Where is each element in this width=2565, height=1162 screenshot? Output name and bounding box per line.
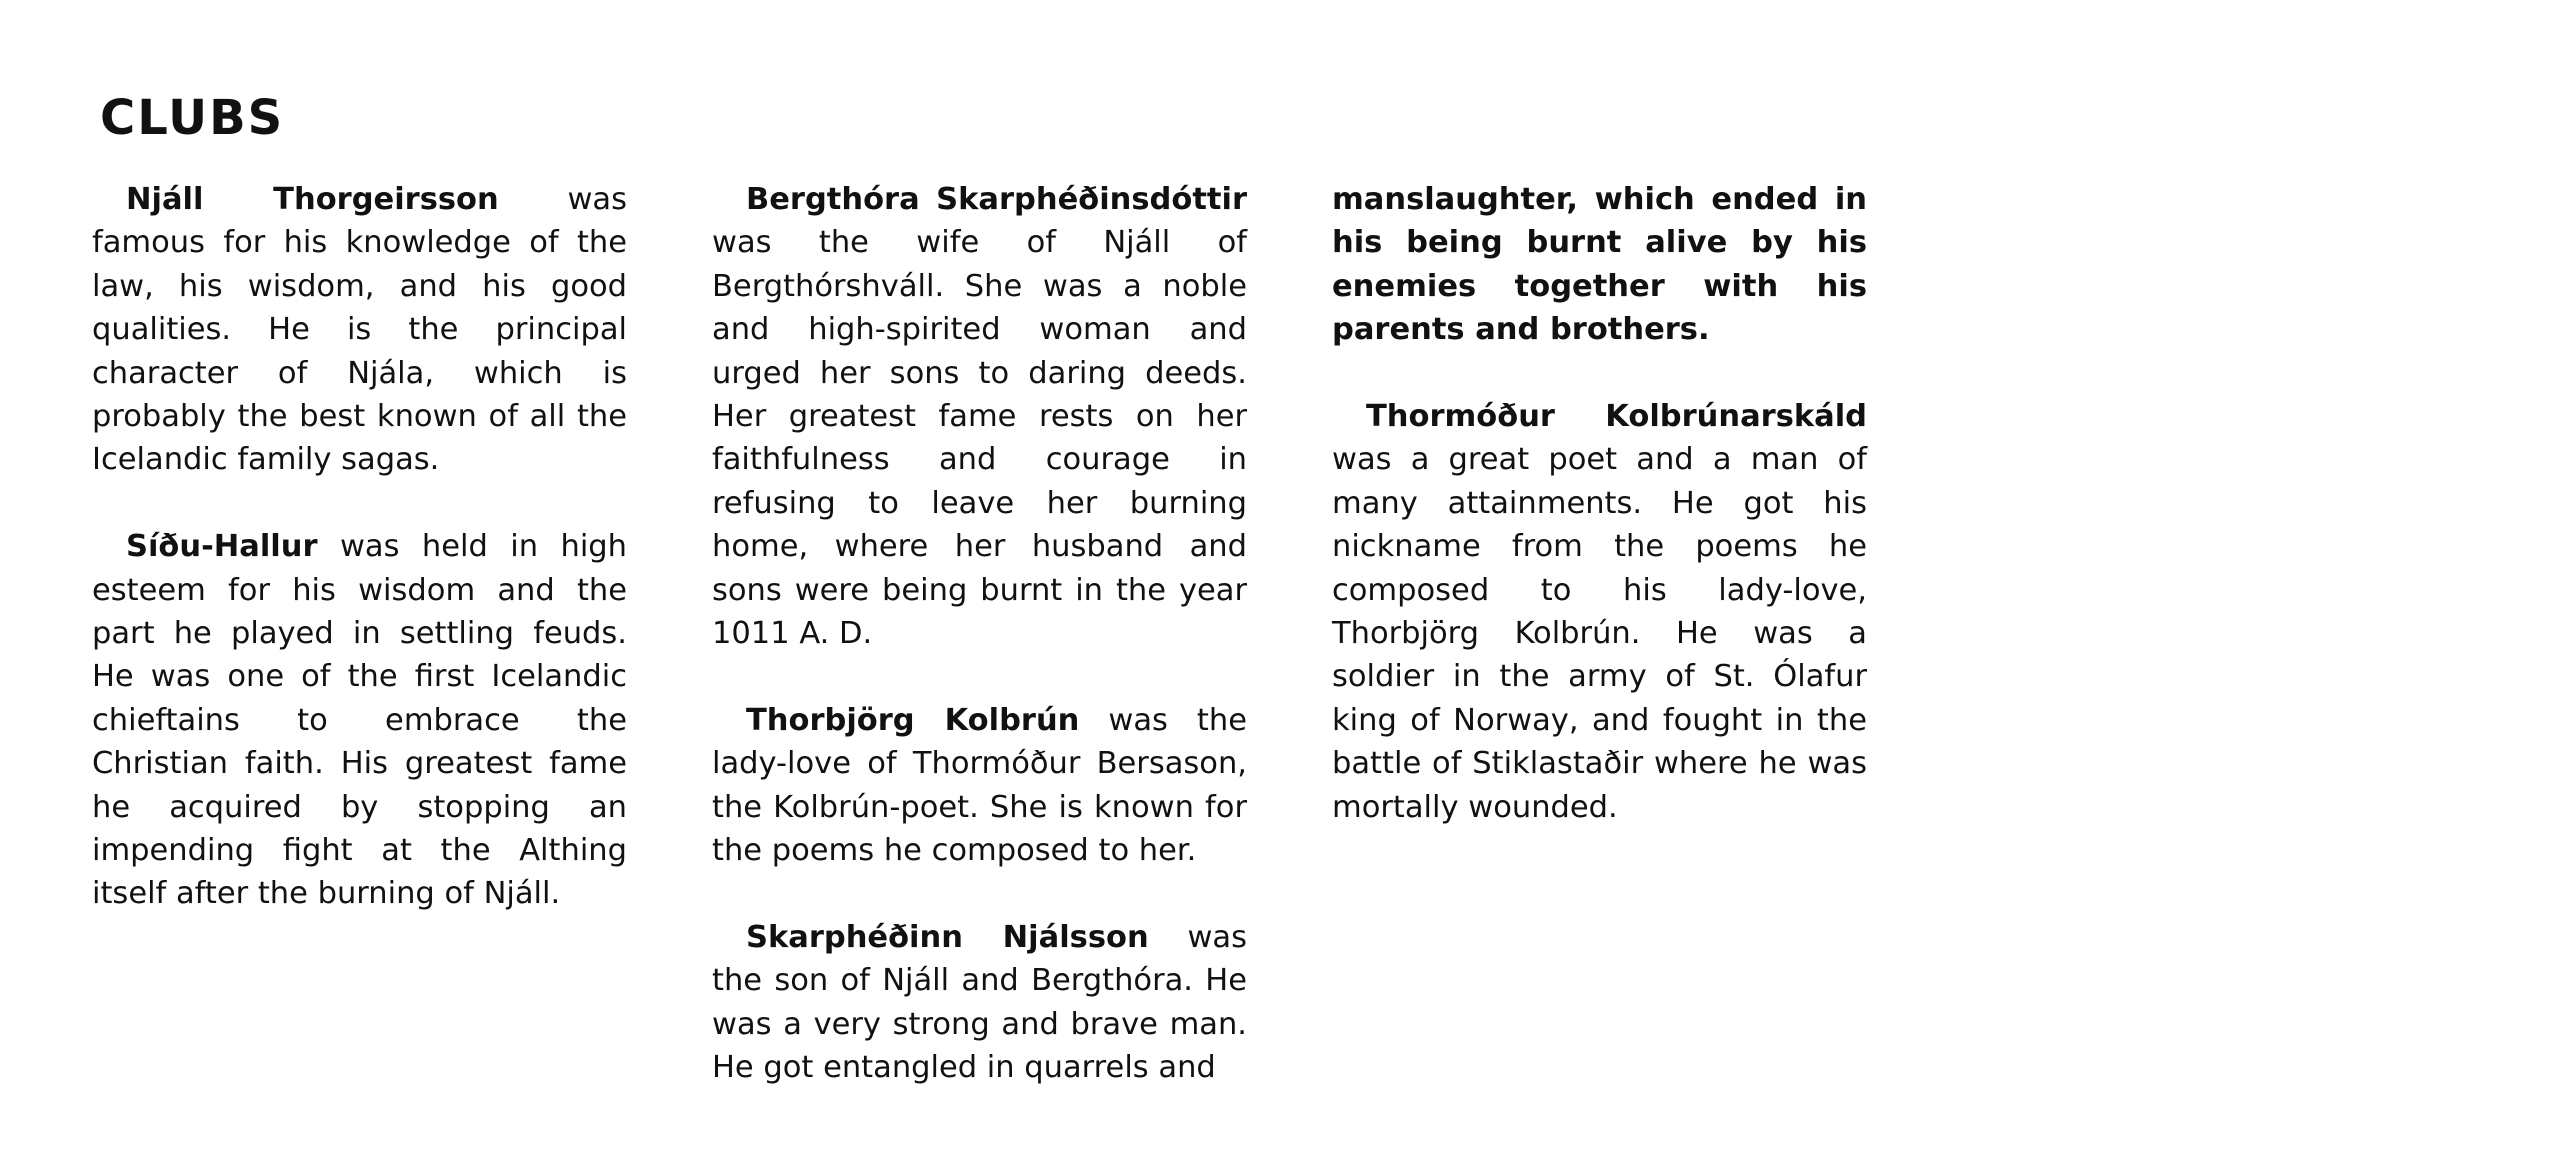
entry-name: Thormóður Kolbrúnarskáld [1366, 399, 1867, 435]
biography-entry-sidu-hallur [92, 525, 627, 916]
text-column-2 [712, 178, 1247, 1133]
biography-entry-thorbjorg [712, 699, 1247, 873]
entry-name: Síðu-Hallur [126, 529, 318, 565]
entry-text: was held in high esteem for his wisdom and the part he played in settling feuds. He was one of the first Icelandic chieftains to embrace the Christian faith. His greatest fame he acquired by stopping an impending fight at the Althing itself after the burning of Njáll. [92, 529, 627, 912]
entry-name: Njáll Thorgeirsson [126, 182, 499, 217]
entry-text: was famous for his knowledge of the law, his wisdom, and his good qualities. He is the principal character of Njála, which is probably the best known of all the Icelandic family sagas. [92, 182, 627, 478]
page-title: CLUBS [100, 90, 285, 146]
entry-text: was the son of Njáll and Bergthóra. He was a very strong and brave man. He got entangled in quarrels and [712, 919, 1247, 1086]
entry-text: was a great poet and a man of many attainments. He got his nickname from the poems he composed to his lady-love, Thorbjörg Kolbrún. He was a soldier in the army of St. Ólafur king of Norway, and fought in the battle of Stiklastaðir where he was mortally wounded. [1332, 442, 1867, 825]
entry-name: Thorbjörg Kolbrún [746, 702, 1080, 738]
biography-entry-thormodur [1332, 395, 1867, 829]
text-column-1 [92, 178, 627, 959]
biography-entry-njall [92, 178, 627, 482]
entry-text: was the lady-love of Thormóður Bersason, the Kolbrún-poet. She is known for the poems he composed to her. [712, 702, 1247, 869]
biography-continuation [1332, 178, 1867, 352]
entry-name: Skarphéðinn Njálsson [746, 919, 1149, 955]
entry-text: was the wife of Njáll of Bergthórshváll. She was a noble and high-spirited woman and urged her sons to daring deeds. Her greatest fame rests on her faithfulness and courage in refusing to leave her burning home, where her husband and sons were being burnt in the year 1011 A. D. [712, 225, 1247, 652]
entry-text: manslaughter, which ended in his being burnt alive by his enemies together with his parents and brothers. [1332, 182, 1867, 348]
text-column-3 [1332, 178, 1867, 872]
entry-name: Bergthóra Skarphéðinsdóttir [746, 182, 1247, 217]
biography-entry-skarphedinn [712, 916, 1247, 1090]
biography-entry-bergthora [712, 178, 1247, 655]
